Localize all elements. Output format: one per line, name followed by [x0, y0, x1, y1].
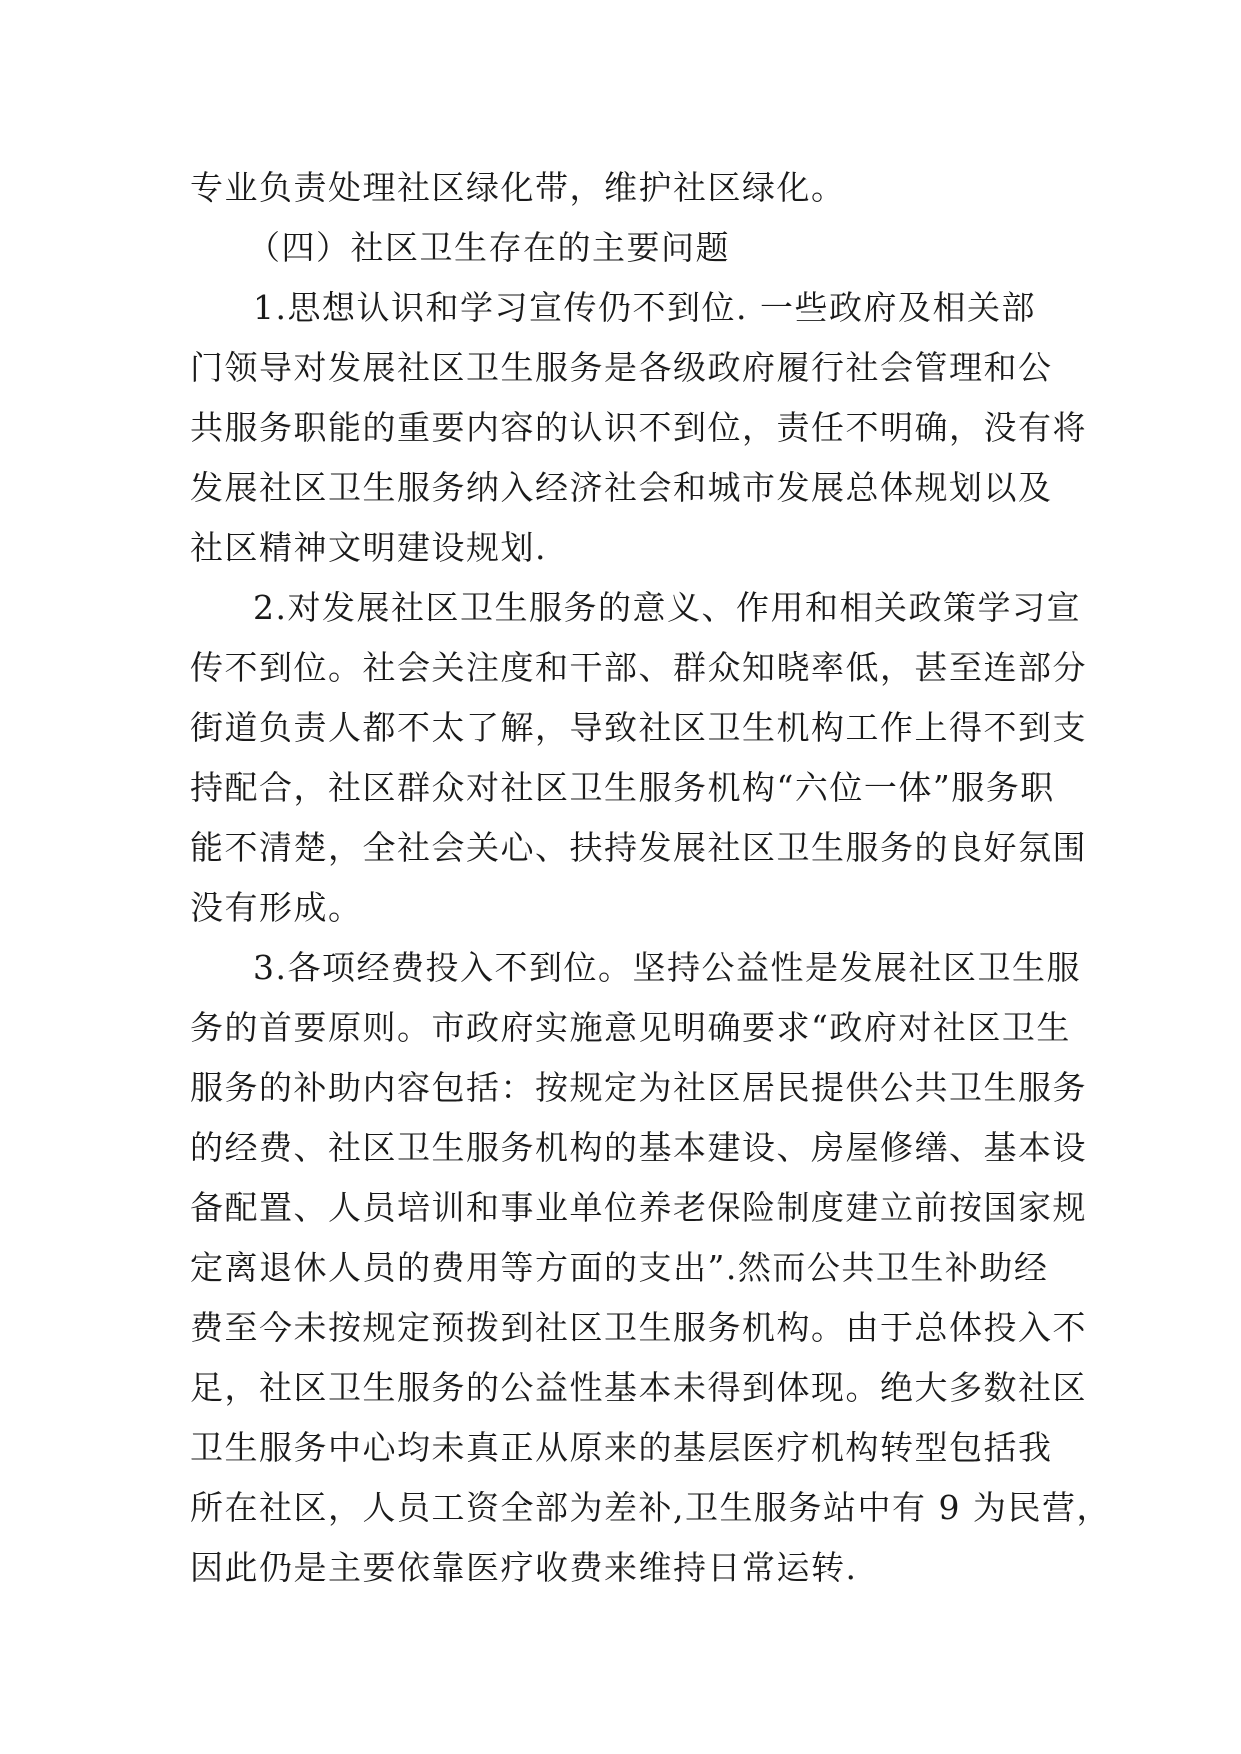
body-line: 备配置、人员培训和事业单位养老保险制度建立前按国家规	[190, 1188, 1087, 1227]
body-line: 的经费、社区卫生服务机构的基本建设、房屋修缮、基本设	[190, 1128, 1087, 1167]
body-line: 发展社区卫生服务纳入经济社会和城市发展总体规划以及	[190, 468, 1053, 507]
body-line: 共服务职能的重要内容的认识不到位，责任不明确，没有将	[190, 408, 1087, 447]
body-line: 传不到位。社会关注度和干部、群众知晓率低，甚至连部分	[190, 648, 1087, 687]
body-line: 所在社区，人员工资全部为差补,卫生服务站中有 9 为民营，	[190, 1488, 1111, 1527]
paragraph-2-first-line: 2.对发展社区卫生服务的意义、作用和相关政策学习宣	[253, 588, 1081, 627]
body-line: 门领导对发展社区卫生服务是各级政府履行社会管理和公	[190, 348, 1053, 387]
body-line: 因此仍是主要依靠医疗收费来维持日常运转.	[190, 1548, 858, 1587]
body-line: 社区精神文明建设规划.	[190, 528, 547, 567]
body-line: 足，社区卫生服务的公益性基本未得到体现。绝大多数社区	[190, 1368, 1087, 1407]
body-line: 务的首要原则。市政府实施意见明确要求“政府对社区卫生	[190, 1008, 1071, 1047]
body-line: 服务的补助内容包括：按规定为社区居民提供公共卫生服务	[190, 1068, 1087, 1107]
paragraph-1-first-line: 1.思想认识和学习宣传仍不到位. 一些政府及相关部	[253, 288, 1036, 327]
body-line: 没有形成。	[190, 888, 363, 927]
body-line: 持配合，社区群众对社区卫生服务机构“六位一体”服务职	[190, 768, 1055, 807]
section-heading: （四）社区卫生存在的主要问题	[247, 228, 730, 267]
paragraph-3-first-line: 3.各项经费投入不到位。坚持公益性是发展社区卫生服	[253, 948, 1081, 987]
body-line: 能不清楚，全社会关心、扶持发展社区卫生服务的良好氛围	[190, 828, 1087, 867]
document-body	[190, 158, 1111, 1598]
body-line: 街道负责人都不太了解，导致社区卫生机构工作上得不到支	[190, 708, 1087, 747]
body-line: 费至今未按规定预拨到社区卫生服务机构。由于总体投入不	[190, 1308, 1087, 1347]
body-line: 定离退休人员的费用等方面的支出”.然而公共卫生补助经	[190, 1248, 1049, 1287]
body-line: 卫生服务中心均未真正从原来的基层医疗机构转型包括我	[190, 1428, 1053, 1467]
body-line: 专业负责处理社区绿化带，维护社区绿化。	[190, 168, 846, 207]
